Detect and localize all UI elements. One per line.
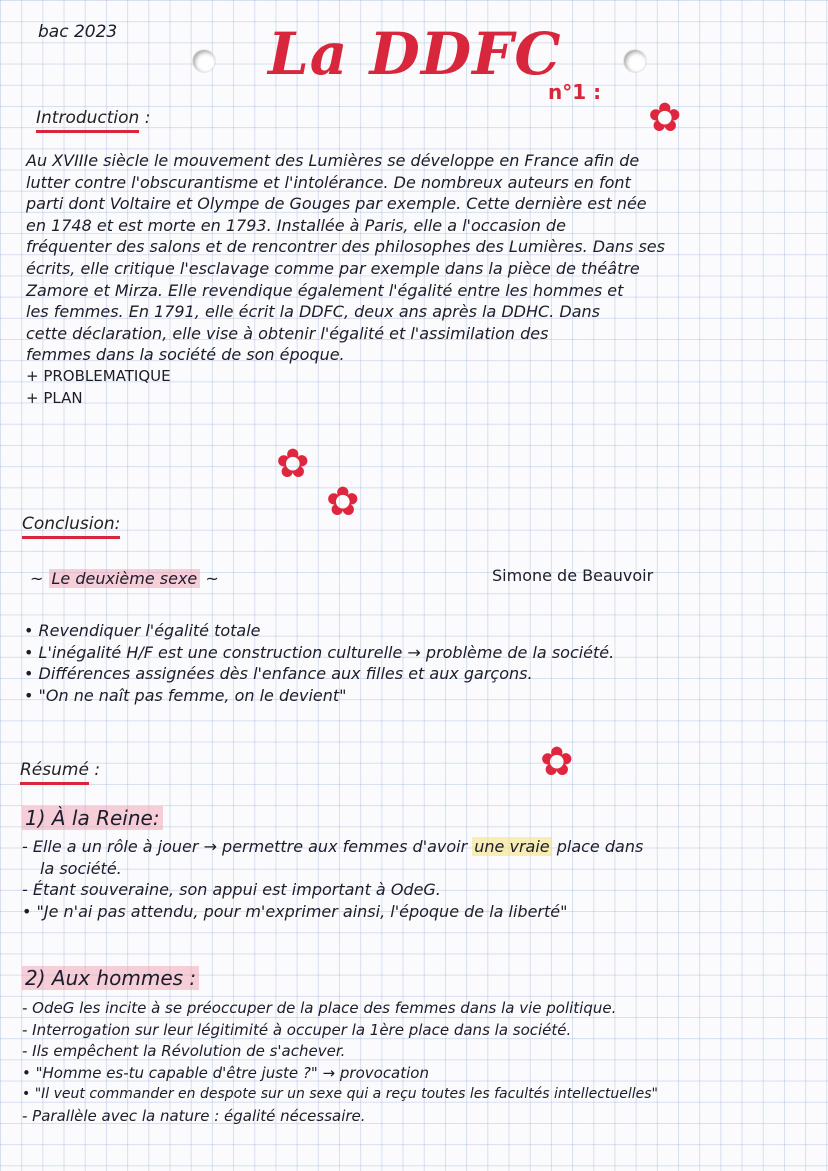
flower-doodle-icon: ✿ [326, 479, 360, 525]
resume-line: - Interrogation sur leur légitimité à occuper la 1ère place dans la société. [22, 1020, 572, 1039]
introduction-text [26, 150, 811, 409]
resume-line: - Étant souveraine, son appui est important à OdeG. [22, 880, 441, 900]
introduction-heading: Introduction : [36, 108, 150, 128]
punch-hole-right [624, 50, 646, 72]
intro-line: femmes dans la société de son époque. [26, 345, 345, 365]
resume-heading: Résumé : [20, 760, 100, 780]
page-title: La DDFC [268, 20, 562, 88]
conclusion-bullets [24, 620, 814, 706]
section1-content [22, 836, 812, 922]
section1-title: 1) À la Reine: [22, 808, 163, 830]
intro-line: les femmes. En 1791, elle écrit la DDFC, deux ans après la DDHC. Dans [26, 302, 600, 322]
resume-line: - Elle a un rôle à jouer → permettre aux femmes d'avoir une vraie place dans [22, 837, 644, 856]
intro-line: parti dont Voltaire et Olympe de Gouges par exemple. Cette dernière est née [26, 194, 647, 214]
flower-doodle-icon: ✿ [540, 739, 574, 785]
resume-line: la société. [40, 858, 122, 878]
section2-title: 2) Aux hommes : [22, 968, 199, 990]
punch-hole-left [193, 50, 215, 72]
year-label: bac 2023 [38, 22, 118, 42]
intro-extra: + PLAN [26, 388, 83, 407]
intro-extra: + PROBLEMATIQUE [26, 366, 171, 385]
intro-line: fréquenter des salons et de rencontrer des philosophes des Lumières. Dans ses [26, 237, 665, 257]
intro-line: Au XVIIIe siècle le mouvement des Lumières se développe en France afin de [26, 151, 640, 170]
resume-line: - Ils empêchent la Révolution de s'achever. [22, 1042, 346, 1061]
intro-line: lutter contre l'obscurantisme et l'intolérance. De nombreux auteurs en font [26, 172, 631, 192]
resume-line: - Parallèle avec la nature : égalité nécessaire. [22, 1106, 366, 1125]
resume-line: • "Homme es-tu capable d'être juste ?" → provocation [22, 1063, 429, 1082]
conclusion-bullet: • L'inégalité H/F est une construction culturelle → problème de la société. [24, 642, 615, 662]
resume-line: • "Il veut commander en despote sur un sexe qui a reçu toutes les facultés intellectuelles" [22, 1086, 658, 1103]
conclusion-bullet: • "On ne naît pas femme, on le devient" [24, 685, 347, 705]
intro-line: écrits, elle critique l'esclavage comme par exemple dans la pièce de théâtre [26, 258, 640, 278]
intro-line: cette déclaration, elle vise à obtenir l'égalité et l'assimilation des [26, 323, 549, 343]
book-title: ~ Le deuxième sexe ~ [30, 569, 219, 588]
conclusion-bullet: • Revendiquer l'égalité totale [24, 621, 261, 640]
section2-content [22, 998, 822, 1128]
book-author: Simone de Beauvoir [492, 566, 654, 585]
flower-doodle-icon: ✿ [276, 441, 310, 487]
conclusion-bullet: • Différences assignées dès l'enfance aux filles et aux garçons. [24, 664, 533, 684]
intro-line: Zamore et Mirza. Elle revendique également l'égalité entre les hommes et [26, 280, 624, 300]
resume-line: • "Je n'ai pas attendu, pour m'exprimer ainsi, l'époque de la liberté" [22, 901, 568, 921]
resume-line: - OdeG les incite à se préoccuper de la place des femmes dans la vie politique. [22, 999, 617, 1017]
sheet-number: n°1 : [548, 80, 602, 104]
flower-doodle-icon: ✿ [648, 95, 682, 141]
intro-line: en 1748 et est morte en 1793. Installée à Paris, elle a l'occasion de [26, 215, 566, 235]
conclusion-heading: Conclusion: [22, 514, 120, 534]
